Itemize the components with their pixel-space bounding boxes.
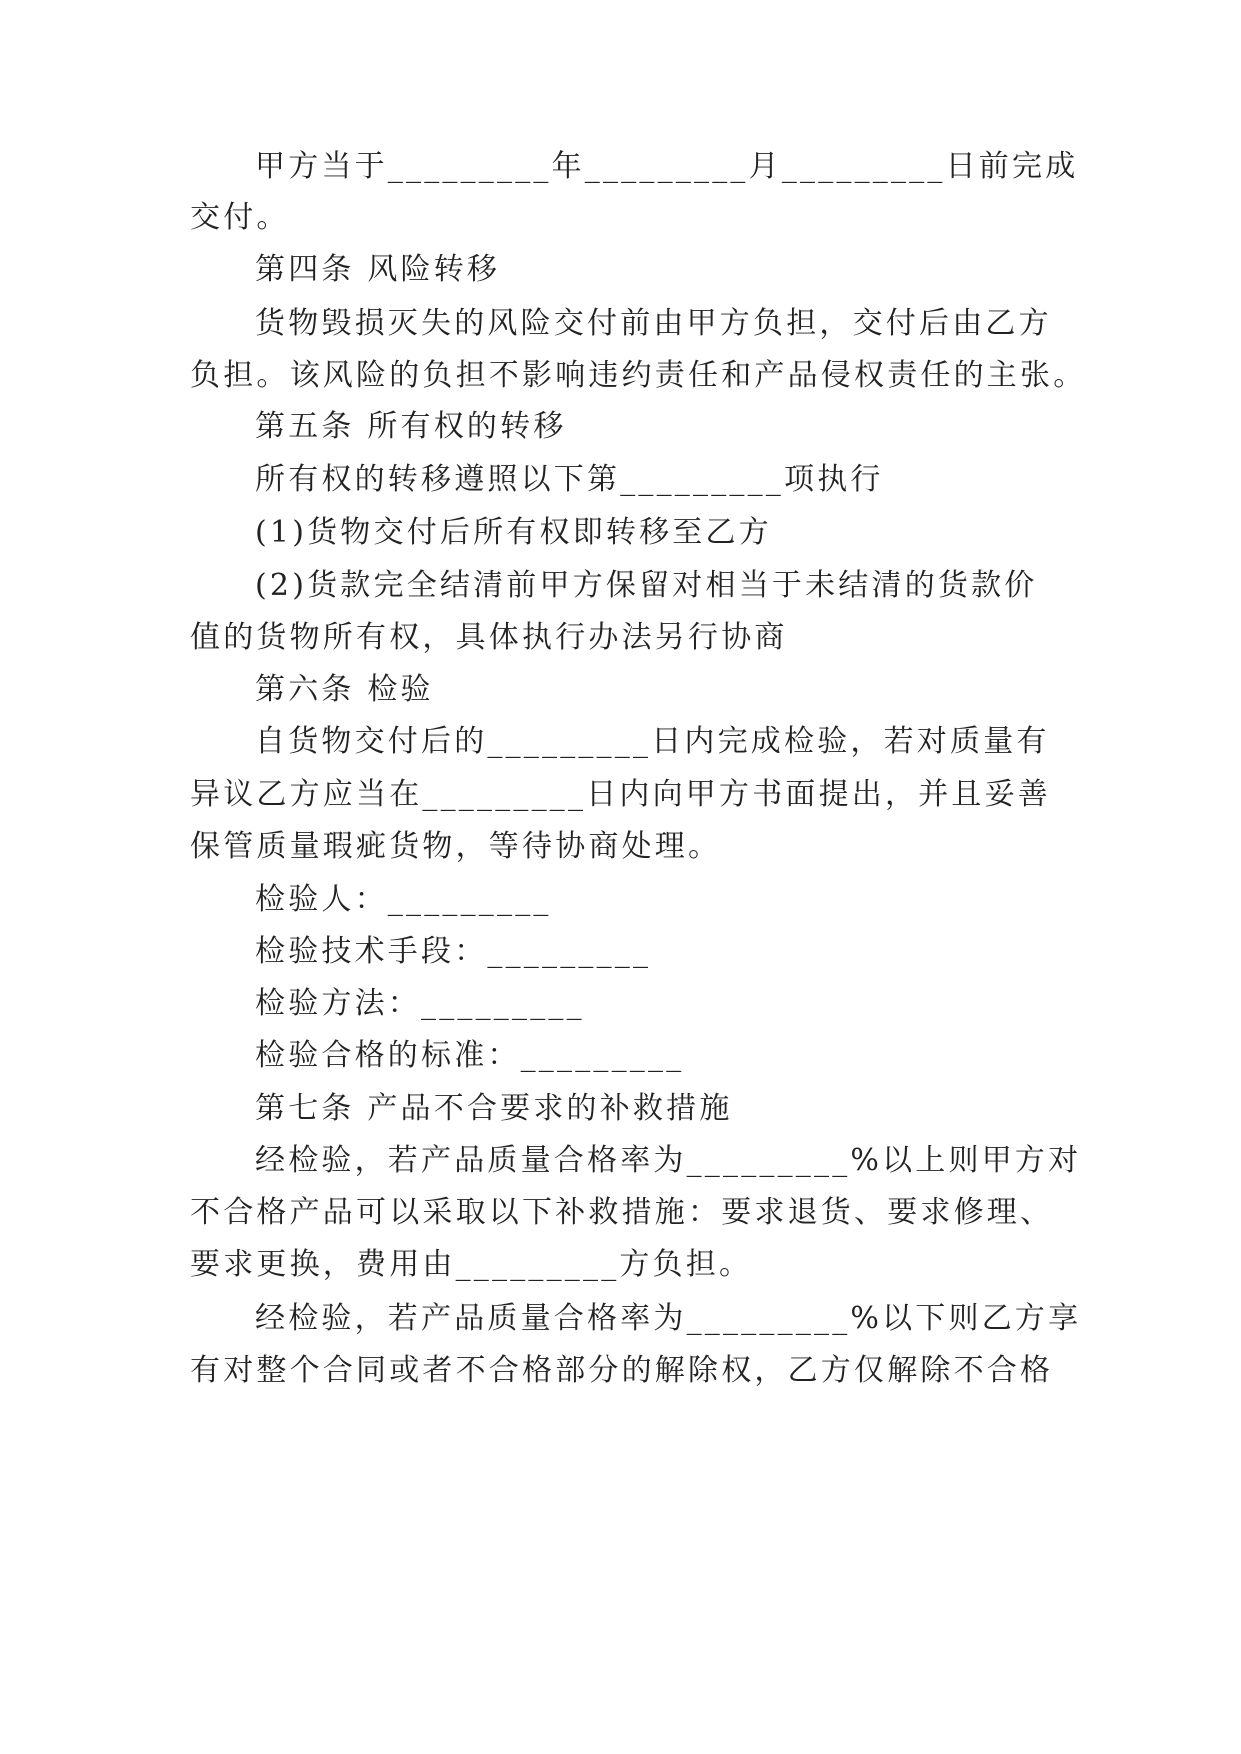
form-line: 检验技术手段：_________ — [255, 934, 652, 969]
section-heading: 第五条 所有权的转移 — [255, 409, 567, 444]
list-item: (1)货物交付后所有权即转移至乙方 — [255, 515, 772, 550]
paragraph-line: 经检验，若产品质量合格率为_________%以上则甲方对 — [255, 1143, 1082, 1178]
paragraph-line: 交付。 — [190, 200, 290, 235]
paragraph-line: 不合格产品可以采取以下补救措施：要求退货、要求修理、 — [190, 1195, 1054, 1230]
paragraph-line: 经检验，若产品质量合格率为_________%以下则乙方享 — [255, 1301, 1082, 1336]
section-heading: 第四条 风险转移 — [255, 252, 501, 287]
form-line: 检验人：_________ — [255, 882, 552, 917]
paragraph-line: 异议乙方应当在_________日内向甲方书面提出，并且妥善 — [190, 777, 1051, 812]
paragraph-line: 甲方当于_________年_________月_________日前完成 — [255, 149, 1079, 184]
paragraph-line: 所有权的转移遵照以下第_________项执行 — [255, 462, 884, 497]
section-heading: 第七条 产品不合要求的补救措施 — [255, 1091, 733, 1126]
paragraph-line: 货物毁损灭失的风险交付前由甲方负担，交付后由乙方 — [255, 306, 1052, 341]
list-item: (2)货款完全结清前甲方保留对相当于未结清的货款价 — [255, 568, 1038, 603]
section-heading: 第六条 检验 — [255, 672, 434, 707]
paragraph-line: 要求更换，费用由_________方负担。 — [190, 1247, 753, 1282]
paragraph-line: 负担。该风险的负担不影响违约责任和产品侵权责任的主张。 — [190, 358, 1087, 393]
paragraph-line: 自货物交付后的_________日内完成检验，若对质量有 — [255, 724, 1050, 759]
paragraph-line: 保管质量瑕疵货物，等待协商处理。 — [190, 829, 722, 864]
paragraph-line: 有对整个合同或者不合格部分的解除权，乙方仅解除不合格 — [190, 1353, 1054, 1388]
paragraph-line: 值的货物所有权，具体执行办法另行协商 — [190, 620, 788, 655]
form-line: 检验方法：_________ — [255, 986, 585, 1021]
form-line: 检验合格的标准：_________ — [255, 1038, 685, 1073]
